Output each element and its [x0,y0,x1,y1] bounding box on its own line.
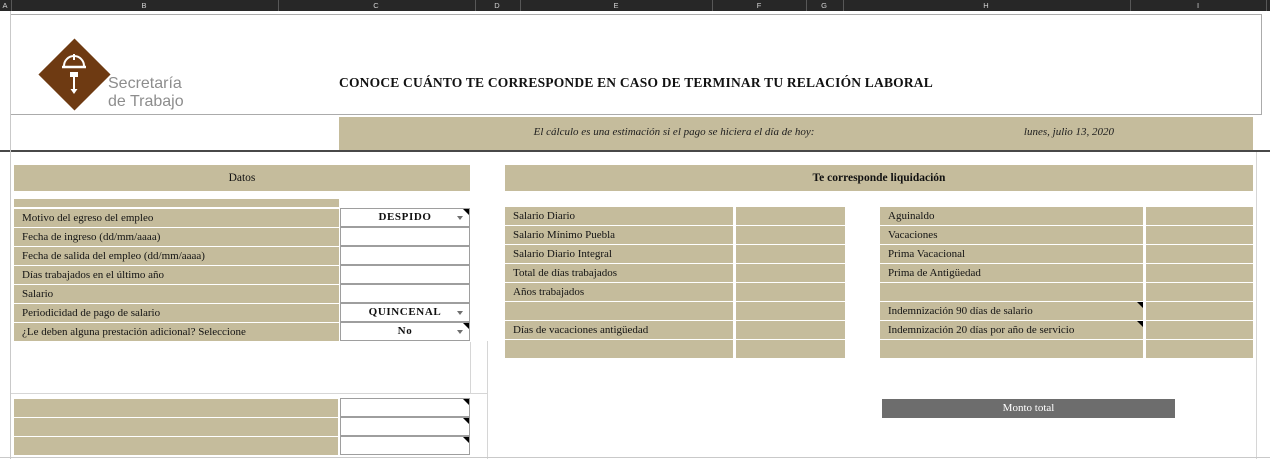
dropdown-arrow-icon[interactable] [457,330,463,334]
column-header-bar [0,0,1270,11]
column-divider [843,0,844,11]
comment-indicator [1137,302,1143,308]
gridline [10,11,11,459]
estimation-note: El cálculo es una estimación si el pago se hiciera el día de hoy: [533,126,815,138]
datos-section-header: Datos [14,165,470,191]
prestacion-adicional-dropdown[interactable] [340,322,470,341]
gridline [470,342,471,393]
anos-trabajados-result [736,283,845,301]
label-anos-trabajados: Años trabajados [505,283,733,301]
extra-row-label [14,418,338,436]
extra-row-label [14,399,338,417]
aguinaldo-result [1146,207,1253,225]
salario-minimo-result [736,226,845,244]
spacer-cell [14,199,339,207]
column-header-g[interactable]: G [821,1,827,10]
column-header-c[interactable]: C [373,1,379,10]
label-prima-antiguedad: Prima de Antigüedad [880,264,1143,282]
label-fecha-salida: Fecha de salida del empleo (dd/mm/aaaa) [14,247,339,265]
label-indemnizacion-20: Indemnización 20 días por año de servicio [880,321,1143,339]
indemnizacion-90-result [1146,302,1253,320]
total-dias-result [736,264,845,282]
liquidacion-section-header: Te corresponde liquidación [505,165,1253,191]
gridline [487,341,488,459]
motivo-egreso-dropdown[interactable] [340,208,470,227]
comment-indicator [463,209,469,215]
comment-indicator [1137,321,1143,327]
label-indemnizacion-90: Indemnización 90 días de salario [880,302,1143,320]
column-divider [712,0,713,11]
spacer-cell [505,302,733,320]
column-header-e[interactable]: E [613,1,619,10]
comment-indicator [463,399,469,405]
spacer-cell [736,302,845,320]
prestacion-adicional-value: No [397,325,413,337]
motivo-egreso-value: DESPIDO [378,211,432,223]
spacer-cell [505,340,733,358]
periodicidad-value: QUINCENAL [368,306,442,318]
column-divider [1266,0,1267,11]
hardhat-plumb-icon [59,51,89,102]
label-prestacion-adicional: ¿Le deben alguna prestación adicional? Seleccione [14,323,339,341]
column-header-i[interactable]: I [1196,1,1200,10]
label-prima-vacacional: Prima Vacacional [880,245,1143,263]
label-vacaciones: Vacaciones [880,226,1143,244]
fecha-salida-input[interactable] [340,246,470,265]
label-total-dias: Total de días trabajados [505,264,733,282]
page-title: CONOCE CUÁNTO TE CORRESPONDE EN CASO DE TERMINAR TU RELACIÓN LABORAL [339,75,933,90]
fecha-ingreso-input[interactable] [340,227,470,246]
indemnizacion-20-result [1146,321,1253,339]
extra-input-3[interactable] [340,436,470,455]
column-divider [475,0,476,11]
column-divider [11,0,12,11]
spacer-cell [1146,283,1253,301]
column-header-b[interactable]: B [141,1,147,10]
column-header-f[interactable]: F [756,1,762,10]
column-header-h[interactable]: H [983,1,989,10]
extra-input-1[interactable] [340,398,470,417]
extra-row-label [14,437,338,455]
salario-diario-result [736,207,845,225]
label-salario-diario: Salario Diario [505,207,733,225]
prima-vacacional-result [1146,245,1253,263]
label-dias-vacaciones: Días de vacaciones antigüedad [505,321,733,339]
dropdown-arrow-icon[interactable] [457,216,463,220]
current-date: lunes, julio 13, 2020 [1023,126,1115,138]
comment-indicator [463,418,469,424]
subtitle-band [339,117,1253,150]
dias-trabajados-input[interactable] [340,265,470,284]
vacaciones-result [1146,226,1253,244]
spacer-cell [880,283,1143,301]
column-divider [520,0,521,11]
label-salario: Salario [14,285,339,303]
extra-input-2[interactable] [340,417,470,436]
spacer-cell [736,340,845,358]
label-motivo-egreso: Motivo del egreso del empleo [14,209,339,227]
salario-input[interactable] [340,284,470,303]
comment-indicator [463,437,469,443]
label-dias-trabajados: Días trabajados en el último año [14,266,339,284]
logo-line1: Secretaría [108,75,182,92]
spacer-cell [1146,340,1253,358]
header-box [10,14,1262,115]
dias-vacaciones-result [736,321,845,339]
gridline [1256,152,1257,459]
gridline [11,393,487,394]
prima-antiguedad-result [1146,264,1253,282]
salario-integral-result [736,245,845,263]
logo-line2: de Trabajo [108,93,184,110]
dropdown-arrow-icon[interactable] [457,311,463,315]
column-divider [806,0,807,11]
label-salario-minimo: Salario Mínimo Puebla [505,226,733,244]
column-divider [1130,0,1131,11]
comment-indicator [463,323,469,329]
column-divider [278,0,279,11]
monto-total-bar: Monto total [882,399,1175,418]
gridline [0,457,1270,458]
periodicidad-dropdown[interactable] [340,303,470,322]
label-fecha-ingreso: Fecha de ingreso (dd/mm/aaaa) [14,228,339,246]
label-aguinaldo: Aguinaldo [880,207,1143,225]
label-salario-integral: Salario Diario Integral [505,245,733,263]
label-periodicidad: Periodicidad de pago de salario [14,304,339,322]
spacer-cell [880,340,1143,358]
header-divider-line [0,150,1270,152]
column-header-d[interactable]: D [494,1,500,10]
column-header-a[interactable]: A [2,1,8,10]
